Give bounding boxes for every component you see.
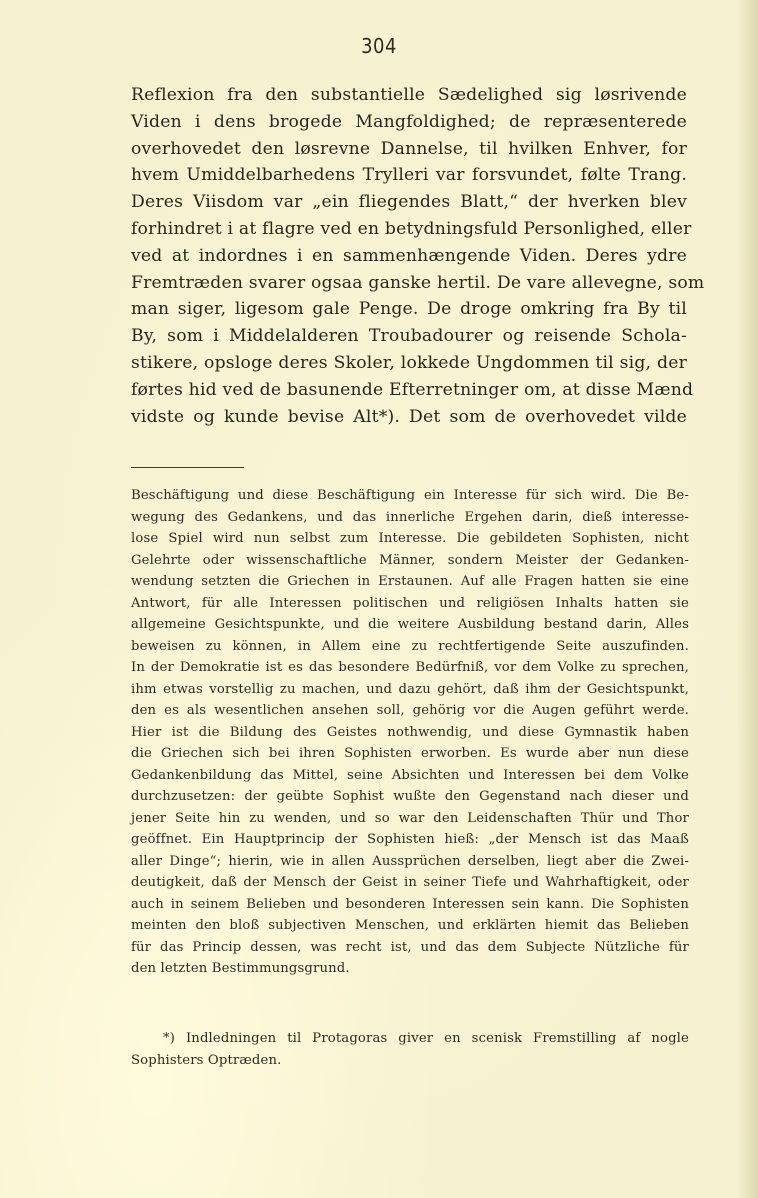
footnote-line: beweisen zu können, in Allem eine zu rechtfertigende Seite auszufinden. [131,638,689,654]
text-line: man siger, ligesom gale Penge. De droge omkring fra By til [131,299,687,320]
text-line: Viden i dens brogede Mangfoldighed; de repræsenterede [131,111,687,132]
text-line: Fremtræden svarer ogsaa ganske hertil. De vare allevegne, som [131,272,705,293]
footnote-line: allgemeine Gesichtspunkte, und die weitere Ausbildung bestand darin, Alles [131,617,689,632]
footnote-line: deutigkeit, daß der Mensch der Geist in seiner Tiefe und Wahrhaftigkeit, oder [131,875,689,890]
footnote-line: In der Demokratie ist es das besondere Bedürfniß, vor dem Volke zu sprechen, [131,660,689,675]
footnote-line: aller Dinge“; hierin, wie in allen Aussprüchen derselben, liegt aber die Zwei- [131,853,689,869]
text-line: ved at indordnes i en sammenhængende Viden. Deres ydre [131,245,687,266]
page-number: 304 [361,34,397,58]
footnote-line: durchzusetzen: der geübte Sophist wußte den Gegenstand nach dieser und [131,789,689,804]
text-line: Deres Viisdom var „ein fliegendes Blatt,“ der hverken blev [131,192,687,213]
footnote-line: lose Spiel wird nun selbst zum Interesse. Die gebildeten Sophisten, nicht [131,531,689,546]
text-line: forhindret i at flagre ved en betydningsfuld Personlighed, eller [131,218,692,239]
footnote-line: Gelehrte oder wissenschaftliche Männer, sondern Meister der Gedanken- [131,552,689,568]
footnote-line: geöffnet. Ein Hauptprincip der Sophisten hieß: „der Mensch ist das Maaß [131,832,689,847]
text-line: hvem Umiddelbarhedens Trylleri var forsvundet, følte Trang. [131,165,687,186]
footnote-line: meinten den bloß subjectiven Menschen, und erklärten hiemit das Belieben [131,918,689,933]
footnote-line: ihm etwas vorstellig zu machen, und dazu gehört, daß ihm der Gesichtspunkt, [131,681,689,697]
main-text-paragraph [131,82,705,430]
footnote-line: wendung setzten die Griechen in Erstaunen. Auf alle Fragen hatten sie eine [131,574,689,589]
footnote-line: *) Indledningen til Protagoras giver en scenisk Fremstilling af nogle [163,1031,689,1046]
text-line: vidste og kunde bevise Alt*). Det som de overhovedet vilde [131,406,687,427]
footnote-line: jener Seite hin zu wenden, und so war den Leidenschaften Thür und Thor [131,810,689,826]
text-line: Reflexion fra den substantielle Sædelighed sig løsrivende [131,85,687,105]
text-line: By, som i Middelalderen Troubadourer og reisende Schola- [131,326,687,347]
text-line: overhovedet den løsrevne Dannelse, til hvilken Enhver, for [131,138,687,159]
footnote-line: Sophisters Optræden. [131,1052,282,1068]
footnote-line: wegung des Gedankens, und das innerliche Ergehen darin, dieß interesse- [131,509,689,525]
footnote-quotation [131,485,689,980]
footnote-separator-rule [131,467,244,468]
text-line: førtes hid ved de basunende Efterretninger om, at disse Mænd [131,379,694,400]
footnote-line: Hier ist die Bildung des Geistes nothwendig, und diese Gymnastik haben [131,724,689,740]
footnote-line: für das Princip dessen, was recht ist, und das dem Subjecte Nützliche für [131,939,689,955]
footnote-line: Gedankenbildung das Mittel, seine Absichten und Interessen bei dem Volke [131,767,689,783]
footnote-line: den es als wesentlichen ansehen soll, gehörig vor die Augen geführt werde. [131,703,689,718]
footnote-line: Beschäftigung und diese Beschäftigung ein Interesse für sich wird. Die Be- [131,488,689,503]
footnote-asterisk-note [131,1028,689,1071]
footnote-line: Antwort, für alle Interessen politischen und religiösen Inhalts hatten sie [131,595,689,611]
footnote-line: die Griechen sich bei ihren Sophisten erworben. Es wurde aber nun diese [131,746,689,761]
text-line: stikere, opsloge deres Skoler, lokkede Ungdommen til sig, der [131,352,687,373]
footnote-line: auch in seinem Belieben und besonderen Interessen sein kann. Die Sophisten [131,896,689,912]
footnote-line: den letzten Bestimmungsgrund. [131,961,350,976]
